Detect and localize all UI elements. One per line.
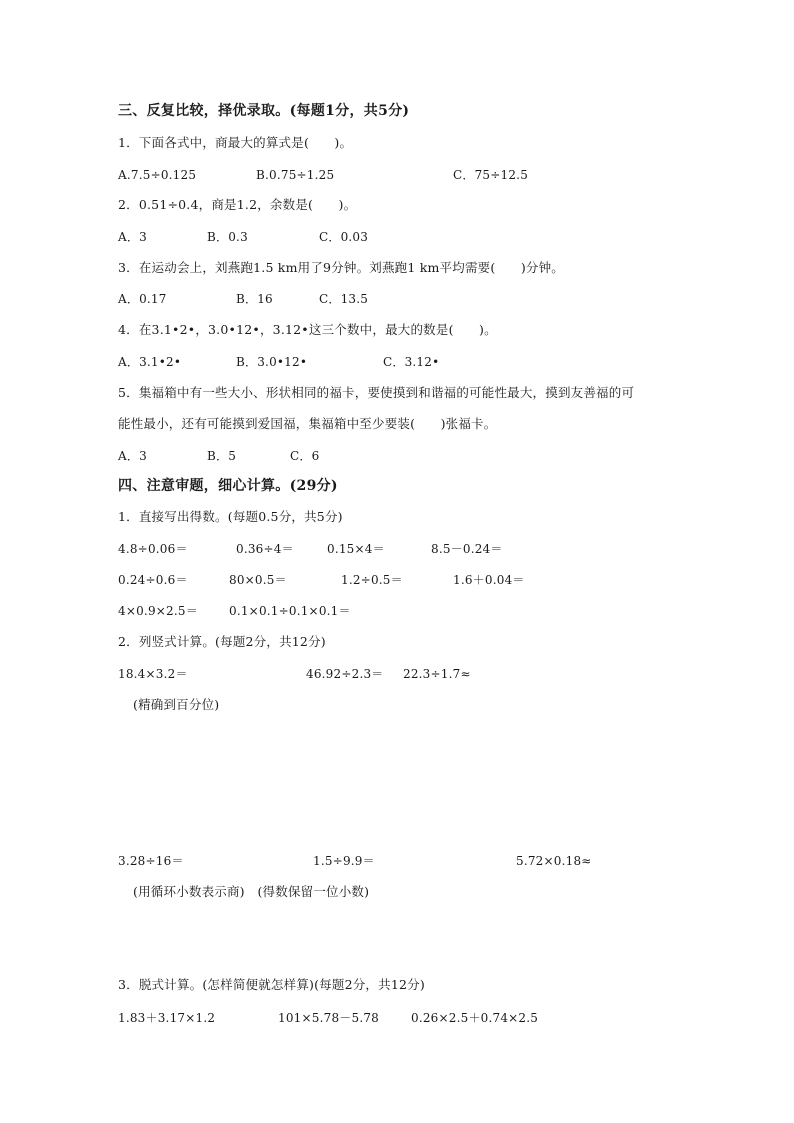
oral-calc-item: 1.6＋0.04＝ <box>453 573 525 587</box>
q5-stem-line-1: 5．集福箱中有一些大小、形状相同的福卡，要使摸到和谐福的可能性最大，摸到友善福的可 <box>118 385 635 400</box>
q3-stem: 3．在运动会上，刘燕跑1.5 km用了9分钟。刘燕跑1 km平均需要( )分钟。 <box>118 260 564 275</box>
q2-stem: 2．0.51÷0.4，商是1.2，余数是( )。 <box>118 197 357 212</box>
oral-calc-item: 0.1×0.1÷0.1×0.1＝ <box>229 604 351 618</box>
q5-stem-line-2: 能性最小，还有可能摸到爱国福，集福箱中至少要装( )张福卡。 <box>118 416 497 431</box>
vertical-calc-item: 3.28÷16＝ <box>118 854 184 868</box>
oral-calc-item: 4×0.9×2.5＝ <box>118 604 198 618</box>
stepwise-calc-item: 0.26×2.5＋0.74×2.5 <box>411 1011 539 1025</box>
q1-option-b: B.0.75÷1.25 <box>256 168 335 182</box>
q5-option-c: C．6 <box>290 449 320 463</box>
p3-heading: 3．脱式计算。(怎样简便就怎样算)(每题2分，共12分) <box>118 977 425 992</box>
vertical-calc-item: 46.92÷2.3＝ <box>306 667 384 681</box>
oral-calc-item: 8.5－0.24＝ <box>431 542 503 556</box>
q1-option-c: C．75÷12.5 <box>453 168 529 182</box>
p1-heading: 1．直接写出得数。(每题0.5分，共5分) <box>118 509 343 524</box>
q2-option-a: A．3 <box>118 230 147 244</box>
section-4-title: 四、注意审题，细心计算。(29分) <box>118 478 338 494</box>
q4-option-b: B．3.0•12• <box>236 355 308 369</box>
rounding-note: (精确到百分位) <box>133 697 220 712</box>
q5-option-b: B．5 <box>207 449 237 463</box>
q1-option-a: A.7.5÷0.125 <box>118 168 197 182</box>
oral-calc-item: 0.36÷4＝ <box>236 542 294 556</box>
q3-option-a: A．0.17 <box>118 292 167 306</box>
q1-stem: 1．下面各式中，商最大的算式是( )。 <box>118 135 353 150</box>
oral-calc-item: 0.15×4＝ <box>327 542 385 556</box>
q3-option-b: B．16 <box>236 292 273 306</box>
q4-stem: 4．在3.1•2•，3.0•12•，3.12•这三个数中，最大的数是( )。 <box>118 322 497 337</box>
vertical-calc-item: 1.5÷9.9＝ <box>313 854 375 868</box>
section-3-title: 三、反复比较，择优录取。(每题1分，共5分) <box>118 103 410 119</box>
oral-calc-item: 80×0.5＝ <box>229 573 287 587</box>
stepwise-calc-item: 101×5.78－5.78 <box>278 1011 379 1025</box>
q4-option-a: A．3.1•2• <box>118 355 182 369</box>
vertical-calc-item: 5.72×0.18≈ <box>516 854 592 868</box>
q2-option-b: B．0.3 <box>207 230 248 244</box>
vertical-calc-item: 22.3÷1.7≈ <box>403 667 471 681</box>
q4-option-c: C．3.12• <box>383 355 440 369</box>
p2-heading: 2．列竖式计算。(每题2分，共12分) <box>118 634 326 649</box>
oral-calc-item: 0.24÷0.6＝ <box>118 573 188 587</box>
stepwise-calc-item: 1.83＋3.17×1.2 <box>118 1011 216 1025</box>
oral-calc-item: 4.8÷0.06＝ <box>118 542 188 556</box>
oral-calc-item: 1.2÷0.5＝ <box>341 573 403 587</box>
vertical-calc-item: 18.4×3.2＝ <box>118 667 188 681</box>
q5-option-a: A．3 <box>118 449 147 463</box>
requirement-note: (用循环小数表示商) (得数保留一位小数) <box>133 884 370 899</box>
q3-option-c: C．13.5 <box>319 292 369 306</box>
q2-option-c: C．0.03 <box>319 230 369 244</box>
